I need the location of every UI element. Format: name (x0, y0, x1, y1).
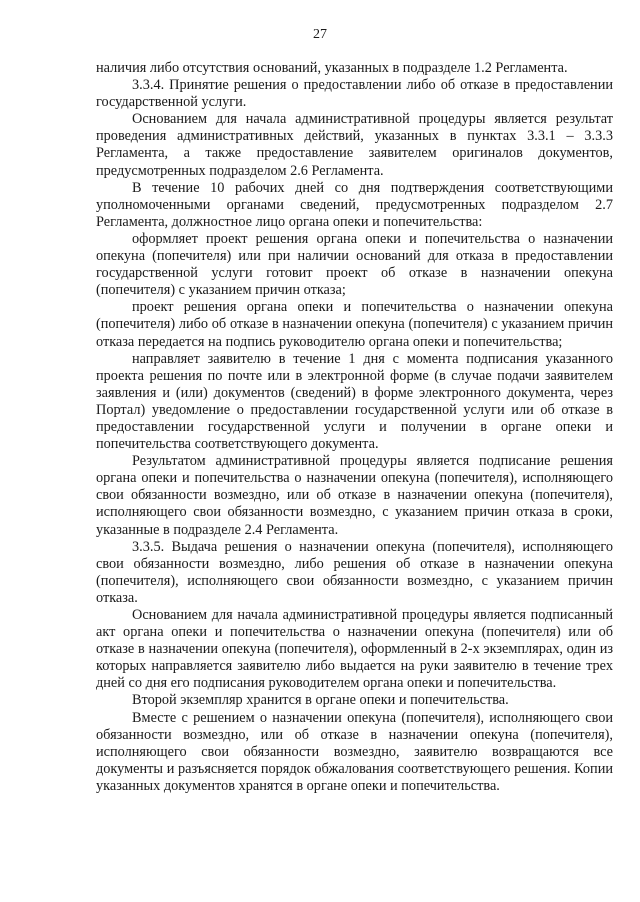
section-heading: 3.3.4. Принятие решения о предоставлении либо об отказе в предоставлении государственной услуги. (96, 77, 613, 111)
paragraph: Вместе с решением о назначении опекуна (попечителя), исполняющего свои обязанности возмездно, или об отказе в назначении опекуна (попечителя), исполняющего свои обязанности возмездно, заявителю возвращаются все документы и разъясняется порядок обжалования соответствующего решения. Копии указанных документов хранятся в органе опеки и попечительства. (96, 709, 613, 794)
paragraph: Основанием для начала административной процедуры является результат проведения административных действий, указанных в пунктах 3.3.1 – 3.3.3 Регламента, а также предоставление заявителем оригиналов документов, предусмотренных подразделом 2.6 Регламента. (96, 111, 613, 179)
list-item: оформляет проект решения органа опеки и попечительства о назначении опекуна (попечителя) или при наличии оснований для отказа в предоставлении государственной услуги готовит проект об отказе в назначении опекуна (попечителя) с указанием причин отказа; (96, 230, 613, 299)
section-heading: 3.3.5. Выдача решения о назначении опекуна (попечителя), исполняющего свои обязанности возмездно, либо решения об отказе в назначении опекуна (попечителя), исполняющего свои обязанности возмездно, с указанием причин отказа. (96, 538, 613, 606)
document-body (96, 60, 613, 795)
list-item: направляет заявителю в течение 1 дня с момента подписания указанного проекта решения по почте или в электронной форме (в случае подачи заявителем заявления и (или) документов (сведений) в форме электронного документа, через Портал) уведомление о предоставлении государственной услуги или об отказе в предоставлении государственной услуги и получении в органе опеки и попечительства соответствующего документа. (96, 350, 613, 453)
list-item: проект решения органа опеки и попечительства о назначении опекуна (попечителя) либо об отказе в назначении опекуна (попечителя) с указанием причин отказа передается на подпись руководителю органа опеки и попечительства; (96, 299, 613, 350)
paragraph: Основанием для начала административной процедуры является подписанный акт органа опеки и попечительства о назначении опекуна (попечителя) или об отказе в назначении опекуна (попечителя), оформленный в 2-х экземплярах, один из которых направляется заявителю либо выдается на руки заявителю в течение трех дней со дня его подписания руководителем органа опеки и попечительства. (96, 607, 613, 692)
paragraph: Результатом административной процедуры является подписание решения органа опеки и попечительства о назначении опекуна (попечителя), исполняющего свои обязанности возмездно, или об отказе в назначении опекуна (попечителя), исполняющего свои обязанности возмездно, с указанием причин отказа в сроки, указанные в подразделе 2.4 Регламента. (96, 453, 613, 538)
paragraph: Второй экземпляр хранится в органе опеки и попечительства. (132, 692, 509, 709)
paragraph: В течение 10 рабочих дней со дня подтверждения соответствующими уполномоченными органами сведений, предусмотренных подразделом 2.7 Регламента, должностное лицо органа опеки и попечительства: (96, 179, 613, 230)
page-number: 27 (313, 27, 327, 42)
paragraph: наличия либо отсутствия оснований, указанных в подразделе 1.2 Регламента. (96, 60, 568, 76)
